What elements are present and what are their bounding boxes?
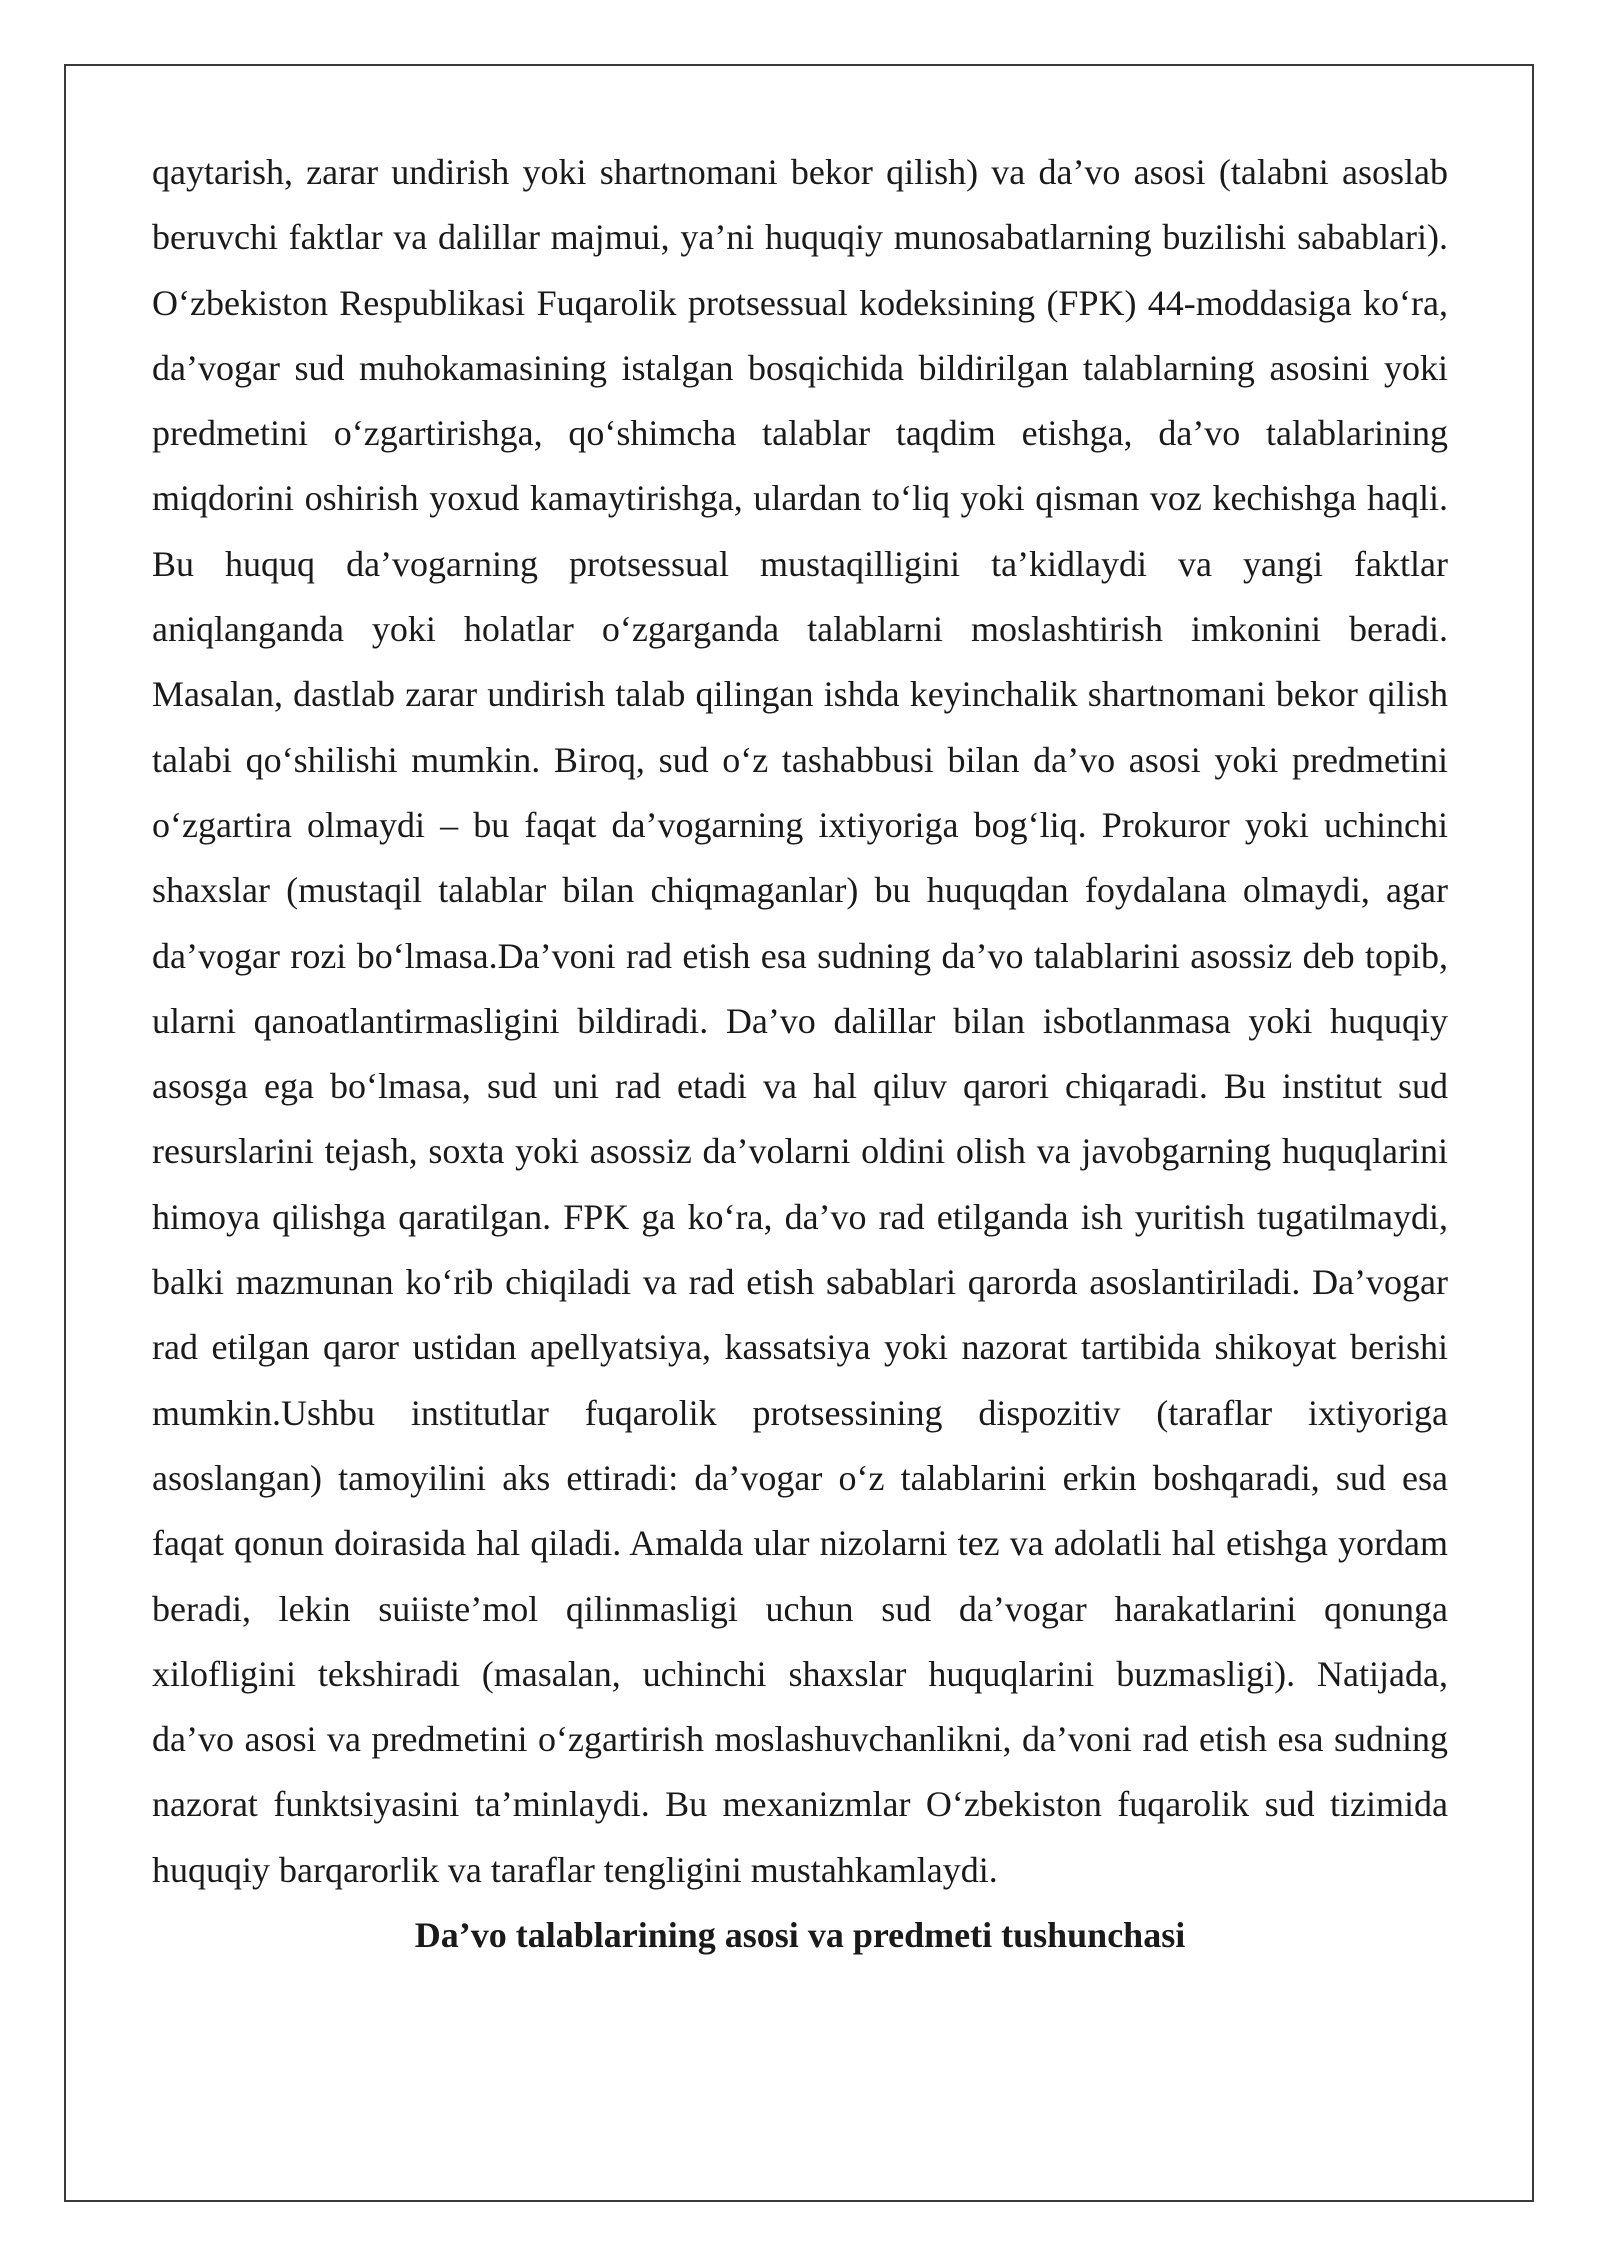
page-content [152, 140, 1448, 1968]
body-paragraph: qaytarish, zarar undirish yoki shartnomani bekor qilish) va da’vo asosi (talabni asoslab beruvchi faktlar va dalillar majmui, ya’ni huquqiy munosabatlarning buzilishi sabablari). O‘zbekiston Respublikasi Fuqarolik protsessual kodeksining (FPK) 44-moddasiga ko‘ra, da’vogar sud muhokamasining istalgan bosqichida bildirilgan talablarning asosini yoki predmetini o‘zgartirishga, qo‘shimcha talablar taqdim etishga, da’vo talablarining miqdorini oshirish yoxud kamaytirishga, ulardan to‘liq yoki qisman voz kechishga haqli. Bu huquq da’vogarning protsessual mustaqilligini ta’kidlaydi va yangi faktlar aniqlanganda yoki holatlar o‘zgarganda talablarni moslashtirish imkonini beradi. Masalan, dastlab zarar undirish talab qilingan ishda keyinchalik shartnomani bekor qilish talabi qo‘shilishi mumkin. Biroq, sud o‘z tashabbusi bilan da’vo asosi yoki predmetini o‘zgartira olmaydi – bu faqat da’vogarning ixtiyoriga bog‘liq. Prokuror yoki uchinchi shaxslar (mustaqil talablar bilan chiqmaganlar) bu huquqdan foydalana olmaydi, agar da’vogar rozi bo‘lmasa.Da’voni rad etish esa sudning da’vo talablarini asossiz deb topib, ularni qanoatlantirmasligini bildiradi. Da’vo dalillar bilan isbotlanmasa yoki huquqiy asosga ega bo‘lmasa, sud uni rad etadi va hal qiluv qarori chiqaradi. Bu institut sud resurslarini tejash, soxta yoki asossiz da’volarni oldini olish va javobgarning huquqlarini himoya qilishga qaratilgan. FPK ga ko‘ra, da’vo rad etilganda ish yuritish tugatilmaydi, balki mazmunan ko‘rib chiqiladi va rad etish sabablari qarorda asoslantiriladi. Da’vogar rad etilgan qaror ustidan apellyatsiya, kassatsiya yoki nazorat tartibida shikoyat berishi mumkin.Ushbu institutlar fuqarolik protsessining dispozitiv (taraflar ixtiyoriga asoslangan) tamoyilini aks ettiradi: da’vogar o‘z talablarini erkin boshqaradi, sud esa faqat qonun doirasida hal qiladi. Amalda ular nizolarni tez va adolatli hal etishga yordam beradi, lekin suiiste’mol qilinmasligi uchun sud da’vogar harakatlarini qonunga xilofligini tekshiradi (masalan, uchinchi shaxslar huquqlarini buzmasligi). Natijada, da’vo asosi va predmetini o‘zgartirish moslashuvchanlikni, da’voni rad etish esa sudning nazorat funktsiyasini ta’minlaydi. Bu mexanizmlar O‘zbekiston fuqarolik sud tizimida huquqiy barqarorlik va taraflar tengligini mustahkamlaydi. [152, 152, 1448, 1890]
section-heading: Da’vo talablarining asosi va predmeti tushunchasi [414, 1915, 1186, 1956]
